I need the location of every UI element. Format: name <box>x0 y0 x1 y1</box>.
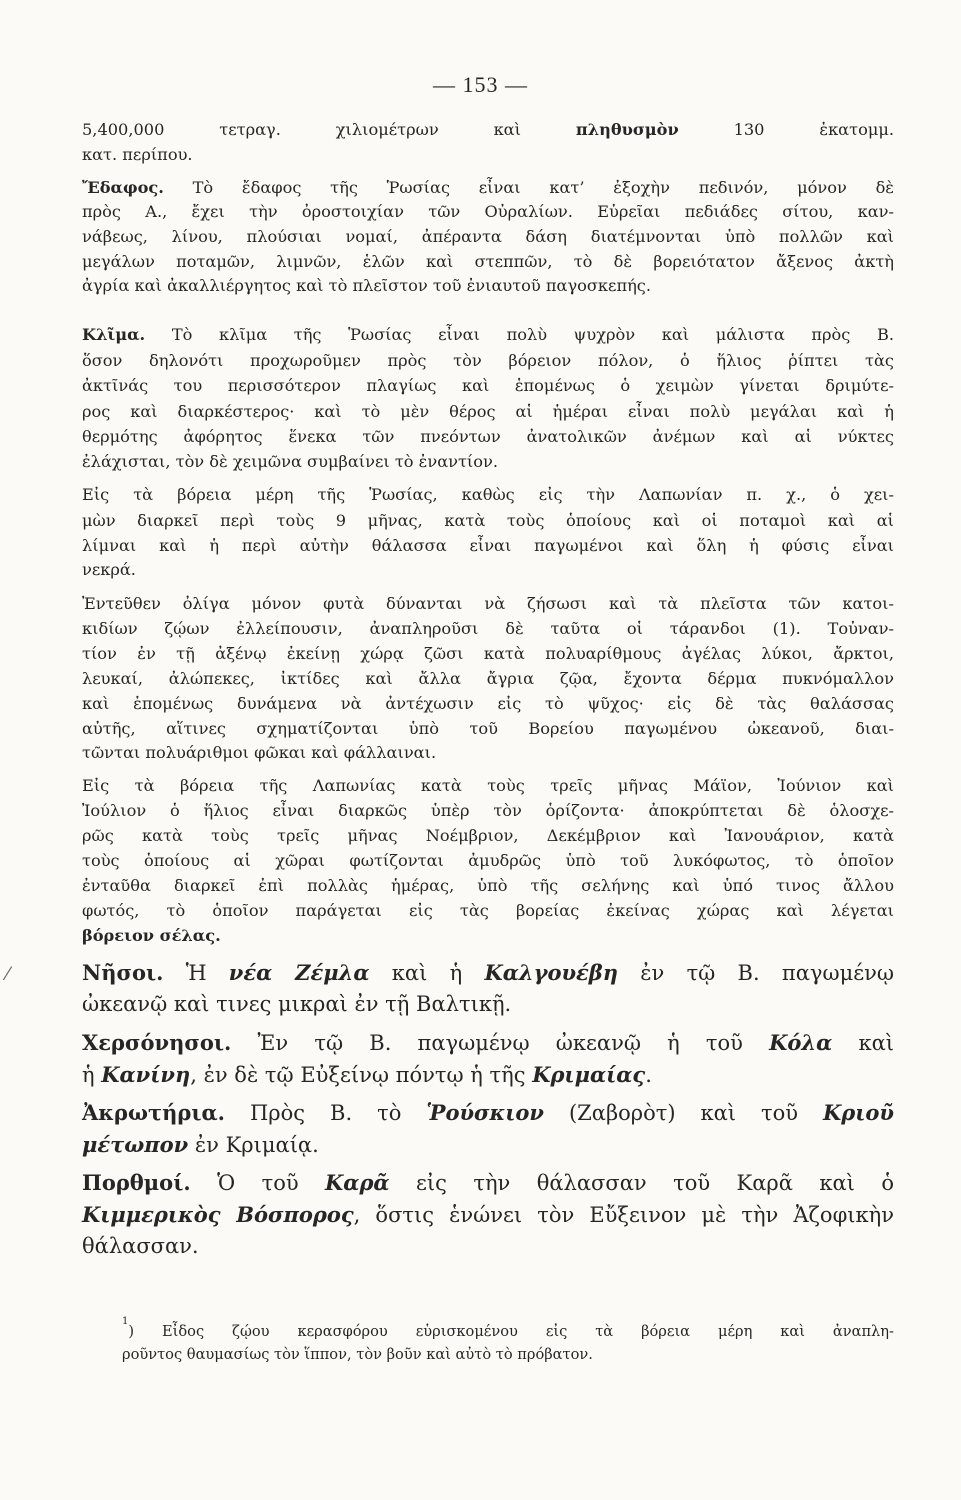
text-span: Πρὸς Β. τὸ <box>225 1101 427 1125</box>
text-line: ὠκεανῷ καὶ τινες μικραὶ ἐν τῇ Βαλτικῇ. <box>82 992 512 1016</box>
text-span: Ὁ τοῦ <box>190 1171 326 1195</box>
section-heading-klima: Κλῖμα. <box>82 325 146 344</box>
text-line: νάβεως, λίνου, πλούσιαι νομαί, ἀπέραντα δάση διατέμνονται ὑπὸ πολλῶν καὶ <box>82 227 894 246</box>
text-span: (Ζαβορὸτ) καὶ τοῦ <box>544 1101 824 1125</box>
text-span: ἐν τῷ Β. παγωμένῳ <box>618 961 895 985</box>
text-line <box>82 1202 894 1227</box>
text-line <box>82 120 894 139</box>
place-name: Κιμμερικὸς Βόσπορος <box>82 1202 354 1227</box>
text-span: , ἐν δὲ τῷ Εὐξείνῳ πόντῳ ἡ τῆς <box>190 1063 533 1087</box>
text-line: θάλασσαν. <box>82 1234 199 1258</box>
page-number: — 153 — <box>433 72 528 97</box>
section-heading-porthmoi: Πορθμοί. <box>82 1170 191 1195</box>
place-name: Ῥούσκιον <box>426 1100 544 1125</box>
text-span: Ἡ <box>163 961 229 985</box>
text-line: τῶνται πολυάριθμοι φῶκαι καὶ φάλλαιναι. <box>82 743 437 762</box>
text-line: μὼν διαρκεῖ περὶ τοὺς 9 μῆνας, κατὰ τοὺς ὁποίους καὶ οἱ ποταμοὶ καὶ αἱ <box>82 511 894 530</box>
text-line: νεκρά. <box>82 560 136 579</box>
text-line: αὐτῆς, αἵτινες σχηματίζονται ὑπὸ τοῦ Βορείου παγωμένου ὠκεανοῦ, διαι- <box>82 719 894 738</box>
text-line: Ἐντεῦθεν ὀλίγα μόνον φυτὰ δύνανται νὰ ζήσωσι καὶ τὰ πλεῖστα τῶν κατοι- <box>82 594 894 613</box>
text-span: ἡ <box>82 1063 102 1087</box>
text-line: ἀκτῖνάς του περισσότερον πλαγίως καὶ ἑπομένως ὁ χειμὼν γίνεται δριμύτε- <box>82 376 894 395</box>
section-heading-chersonisoi: Χερσόνησοι. <box>82 1030 232 1055</box>
text-line <box>82 1030 894 1055</box>
text-line: ρος καὶ διαρκέστερος· καὶ τὸ μὲν θέρος αἱ ἡμέραι εἶναι πολὺ μεγάλαι καὶ ἡ <box>82 402 894 421</box>
text-span: . <box>645 1063 652 1087</box>
text-span: ) Εἶδος ζῴου κερασφόρου εὑρισκομένου εἰς τὰ βόρεια μέρη καὶ ἀναπλη- <box>128 1322 894 1340</box>
text-line: ἐλάχισται, τὸν δὲ χειμῶνα συμβαίνει τὸ ἐναντίον. <box>82 452 498 471</box>
text-span: ἐν Κριμαίᾳ. <box>188 1133 319 1157</box>
text-span: 5,400,000 τετραγ. χιλιομέτρων καὶ <box>82 120 576 139</box>
bold-term: βόρειον σέλας. <box>82 926 221 945</box>
text-line: κιδίων ζῴων ἐλλείπουσιν, ἀναπληροῦσι δὲ ταῦτα οἱ τάρανδοι (1). Τοὐναν- <box>82 619 894 638</box>
footnote-marker: 1 <box>122 1316 129 1327</box>
text-line: ἀγρία καὶ ἀκαλλιέργητος καὶ τὸ πλεῖστον τοῦ ἐνιαυτοῦ παγοσκεπής. <box>82 276 651 295</box>
section-heading-edafos: Ἔδαφος. <box>82 178 164 197</box>
text-line: ρῶς κατὰ τοὺς τρεῖς μῆνας Νοέμβριον, Δεκέμβριον καὶ Ἰανουάριον, κατὰ <box>82 826 894 845</box>
text-span: καὶ <box>832 1031 894 1055</box>
section-heading-akrotiria: Ἀκρωτήρια. <box>82 1100 225 1125</box>
text-line: λευκαί, ἀλώπεκες, ἰκτίδες καὶ ἄλλα ἄγρια ζῷα, ἔχοντα δέρμα πυκνόμαλλον <box>82 669 894 688</box>
place-name: νέα Ζέμλα <box>228 960 370 985</box>
text-line: Εἰς τὰ βόρεια μέρη τῆς Ῥωσίας, καθὼς εἰς τὴν Λαπωνίαν π. χ., ὁ χει- <box>82 485 894 504</box>
text-line: φωτός, τὸ ὁποῖον παράγεται εἰς τὰς βορείας ἐκείνας χώρας καὶ λέγεται <box>82 901 894 920</box>
text-span: εἰς τὴν θάλασσαν τοῦ Καρᾶ καὶ ὁ <box>389 1171 894 1195</box>
text-line: ἐνταῦθα διαρκεῖ ἐπὶ πολλὰς ἡμέρας, ὑπὸ τῆς σελήνης καὶ ὑπό τινος ἄλλου <box>82 876 894 895</box>
text-line: τίον ἐν τῇ ἀξένῳ ἐκείνῃ χώρᾳ ζῶσι κατὰ πολυαρίθμους ἀγέλας λύκοι, ἄρκτοι, <box>82 644 894 663</box>
place-name: Καρᾶ <box>325 1170 390 1195</box>
place-name: μέτωπον <box>82 1132 189 1157</box>
text-span: Τὸ κλῖμα τῆς Ῥωσίας εἶναι πολὺ ψυχρὸν καὶ μάλιστα πρὸς Β. <box>145 325 894 344</box>
text-span: Ἐν τῷ Β. παγωμένῳ ὠκεανῷ ἡ τοῦ <box>231 1031 770 1055</box>
place-name: Κόλα <box>769 1030 833 1055</box>
place-name: Κριοῦ <box>823 1100 894 1125</box>
text-line <box>82 178 894 197</box>
text-line <box>82 1062 894 1087</box>
text-line <box>82 1100 894 1125</box>
text-span: 130 ἑκατομμ. <box>678 120 895 139</box>
text-line: θερμότης ἀφόρητος ἕνεκα τῶν πνεόντων ἀνατολικῶν ἀνέμων καὶ αἱ νύκτες <box>82 427 894 446</box>
section-heading-nisoi: Νῆσοι. <box>82 960 164 985</box>
footnote-line <box>122 1316 894 1340</box>
footnote-line: ροῦντος θαυμασίως τὸν ἵππον, τὸν βοῦν καὶ αὐτὸ τὸ πρόβατον. <box>122 1346 593 1363</box>
text-span: , ὅστις ἑνώνει τὸν Εὔξεινον μὲ τὴν Ἀζοφικὴν <box>353 1203 894 1227</box>
text-line <box>82 960 894 985</box>
text-line: κατ. περίπου. <box>82 145 193 164</box>
text-line <box>82 1170 894 1195</box>
place-name: Καλγουέβη <box>484 960 619 985</box>
bold-term: πληθυσμὸν <box>575 120 679 139</box>
text-line: πρὸς Α., ἔχει τὴν ὀροστοιχίαν τῶν Οὐραλίων. Εὐρεῖαι πεδιάδες σίτου, καν- <box>82 202 894 221</box>
text-line: Ἰούλιον ὁ ἥλιος εἶναι διαρκῶς ὑπὲρ τὸν ὁρίζοντα· ἀποκρύπτεται δὲ ὁλοσχε- <box>82 801 894 820</box>
text-line: λίμναι καὶ ἡ περὶ αὐτὴν θάλασσα εἶναι παγωμένοι καὶ ὅλη ἡ φύσις εἶναι <box>82 536 894 555</box>
margin-pencil-mark: ⁄ <box>6 964 10 985</box>
place-name: Κριμαίας <box>532 1062 646 1087</box>
text-line: Εἰς τὰ βόρεια τῆς Λαπωνίας κατὰ τοὺς τρεῖς μῆνας Μάϊον, Ἰούνιον καὶ <box>82 776 894 795</box>
text-line <box>82 1132 894 1157</box>
text-span: Τὸ ἔδαφος τῆς Ῥωσίας εἶναι κατ’ ἐξοχὴν πεδινόν, μόνον δὲ <box>163 178 894 197</box>
place-name: Κανίνη <box>101 1062 191 1087</box>
text-line: ὅσον δηλονότι προχωροῦμεν πρὸς τὸν βόρειον πόλον, ὁ ἥλιος ῥίπτει τὰς <box>82 351 894 370</box>
text-line <box>82 325 894 344</box>
text-span: καὶ ἡ <box>369 961 485 985</box>
text-line: τοὺς ὁποίους αἱ χῶραι φωτίζονται ἀμυδρῶς ὑπὸ τοῦ λυκόφωτος, τὸ ὁποῖον <box>82 851 894 870</box>
text-line: καὶ ἑπομένως δυνάμενα νὰ ἀντέχωσιν εἰς τὸ ψῦχος· εἰς δὲ τὰς θαλάσσας <box>82 694 894 713</box>
text-line: μεγάλων ποταμῶν, λιμνῶν, ἑλῶν καὶ στεππῶν, τὸ δὲ βορειότατον ἄξενος ἀκτὴ <box>82 252 894 271</box>
